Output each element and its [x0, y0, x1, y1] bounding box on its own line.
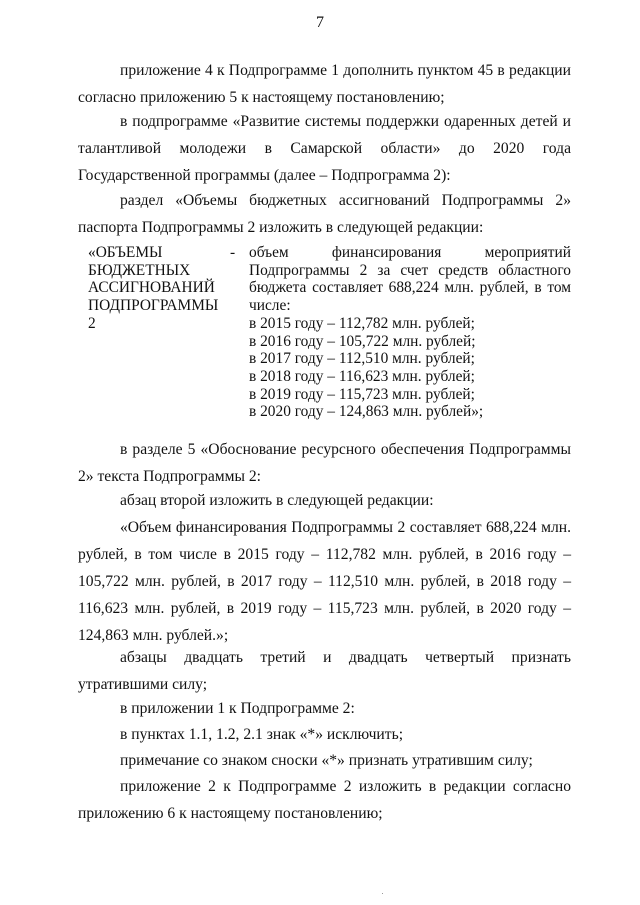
- paragraph-footnote-void: примечание со знаком сноски «*» признать утратившим силу;: [120, 752, 533, 769]
- paragraph-budget-section: раздел «Объемы бюджетных ассигнований Подпрограммы 2» паспорта Подпрограммы 2 изложить в следующей редакции:: [78, 192, 571, 236]
- funding-block-content: [249, 244, 571, 421]
- funding-year-line: в 2018 году – 116,623 млн. рублей;: [249, 367, 475, 385]
- funding-year-line: в 2017 году – 112,510 млн. рублей;: [249, 350, 475, 368]
- paragraph-subprogram-2-intro: в подпрограмме «Развитие системы поддержки одаренных детей и талантливой молодежи в Самарской области» до 2020 года Государственной программы (далее – Подпрограмма 2):: [78, 113, 571, 184]
- funding-year-line: в 2015 году – 112,782 млн. рублей;: [249, 314, 475, 332]
- funding-year-line: в 2020 году – 124,863 млн. рублей»;: [249, 403, 484, 421]
- funding-year-line: в 2016 году – 105,722 млн. рублей;: [249, 332, 476, 350]
- paragraph-appendix-4: приложение 4 к Подпрограмме 1 дополнить пунктом 45 в редакции согласно приложению 5 к настоящему постановлению;: [78, 62, 571, 106]
- paragraph-appendix-2: приложение 2 к Подпрограмме 2 изложить в редакции согласно приложению 6 к настоящему постановлению;: [78, 778, 571, 822]
- paragraph-appendix-1: в приложении 1 к Подпрограмме 2:: [120, 700, 355, 717]
- funding-block-heading: [88, 244, 228, 333]
- page-number: 7: [316, 14, 324, 31]
- heading-line: АССИГНОВАНИЙ: [88, 279, 215, 297]
- heading-line: «ОБЪЕМЫ: [88, 244, 163, 261]
- paragraph-funding-quote: «Объем финансирования Подпрограммы 2 составляет 688,224 млн. рублей, в том числе в 2015 году – 112,782 млн. рублей, в 2016 году – 105,722 млн. рублей, в 2017 году – 112,510 млн. рублей, в 2018 году – 116,623 млн. рублей, в 2019 году – 115,723 млн. рублей, в 2020 году – 124,863 млн. рублей.»;: [78, 519, 571, 644]
- funding-year-line: в 2019 году – 115,723 млн. рублей;: [249, 385, 475, 403]
- paragraph-points-exclude: в пунктах 1.1, 1.2, 2.1 знак «*» исключить;: [120, 726, 404, 743]
- heading-line: БЮДЖЕТНЫХ: [88, 261, 191, 279]
- paragraph-abzacs-void: абзацы двадцать третий и двадцать четвертый признать утратившими силу;: [78, 649, 571, 693]
- paragraph-second-abzac: абзац второй изложить в следующей редакции:: [120, 492, 434, 509]
- scan-speck: [382, 893, 383, 894]
- funding-block-dash: -: [230, 244, 236, 261]
- heading-line: ПОДПРОГРАММЫ 2: [88, 297, 219, 332]
- funding-lead-text: объем финансирования мероприятий Подпрограммы 2 за счет средств областного бюджета составляет 688,224 млн. рублей, в том числе:: [249, 244, 571, 315]
- paragraph-section-5: в разделе 5 «Обоснование ресурсного обеспечения Подпрограммы 2» текста Подпрограммы 2:: [78, 441, 571, 485]
